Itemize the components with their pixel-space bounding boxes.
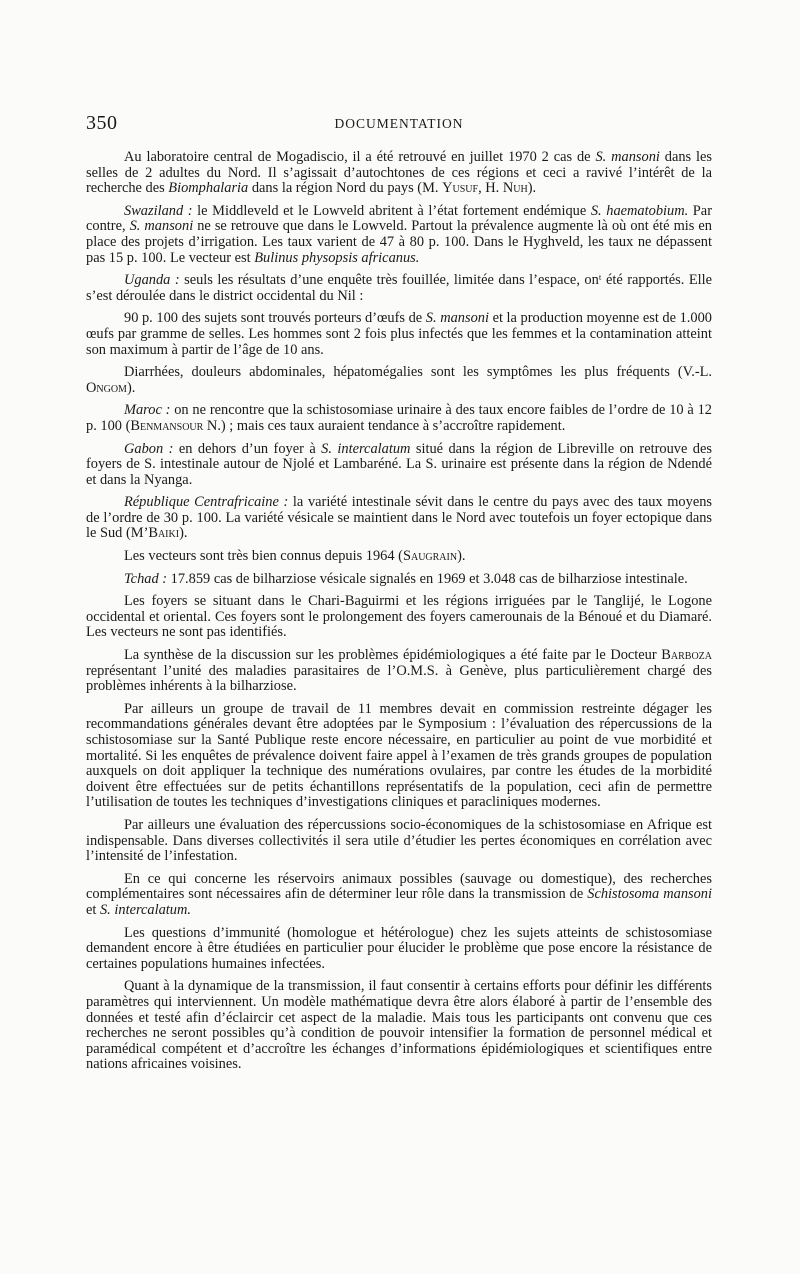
text-run: Les questions d’immunité (homologue et hétérologue) chez les sujets atteints de schistosomiase demandent encore à être étudiées en particulier pour élucider le problème que pose encore la résistance de certaines populations humaines infectées. bbox=[86, 924, 712, 972]
paragraph bbox=[86, 549, 712, 565]
italic-text: S. haematobium. bbox=[590, 202, 689, 219]
paragraph bbox=[86, 926, 712, 973]
text-run: la variété intestinale sévit dans le centre du pays avec des taux moyens de l’ordre de 30 p. 100. La variété vésicale se maintient dans le Nord avec toutefois un foyer ectopique dans le Sud (M’ bbox=[86, 494, 712, 542]
small-caps-name: Saugrain bbox=[402, 548, 458, 565]
text-run: dans la région Nord du pays (M. bbox=[248, 180, 443, 197]
small-caps-name: Benmansour bbox=[130, 417, 204, 434]
paragraph bbox=[86, 594, 712, 641]
text-run: seuls les résultats d’une enquête très fouillée, limitée dans l’espace, onᵗ été rapportés. Elle s’est déroulée dans le district occidental du Nil : bbox=[86, 272, 713, 304]
paragraph bbox=[86, 150, 712, 197]
paragraph bbox=[86, 365, 712, 396]
paragraph bbox=[86, 495, 712, 542]
text-run: Au laboratoire central de Mogadiscio, il a été retrouvé en juillet 1970 2 cas de bbox=[124, 149, 596, 165]
italic-text: Schistosoma mansoni bbox=[587, 886, 713, 903]
paragraph bbox=[86, 204, 712, 266]
italic-text: S. intercalatum bbox=[321, 440, 411, 457]
text-run: Quant à la dynamique de la transmission, il faut consentir à certains efforts pour définir les différents paramètres qui interviennent. Un modèle mathématique devra être alors élaboré à partir de l’ensemble des données et testé afin d’éclaircir cet aspect de la maladie. Mais tous les participants ont convenu que ces recherches ne seront possibles qu’à condition de pouvoir intensifier la formation de personnel médical et paramédical compétent et d’accroître les échanges d’informations épidémiologiques et scientifiques entre nations africaines voisines. bbox=[86, 978, 712, 1073]
paragraph bbox=[86, 872, 712, 919]
italic-text: S. intercalatum. bbox=[99, 901, 191, 918]
body-text bbox=[86, 150, 712, 1080]
text-run: ). bbox=[179, 525, 188, 542]
text-run: ne se retrouve que dans le Lowveld. Partout la prévalence augmente là où ont été mis en place des projets d’irrigation. Les taux varient de 47 à 80 p. 100. Dans le Hyghveld, les taux ne dépassent pas 15 p. 100. Le vecteur est bbox=[86, 218, 712, 266]
text-run: En ce qui concerne les réservoirs animaux possibles (sauvage ou domestique), des recherches complémentaires sont nécessaires afin de déterminer leur rôle dans la transmission de bbox=[86, 870, 712, 903]
running-title: DOCUMENTATION bbox=[334, 116, 464, 131]
italic-text: Gabon : bbox=[124, 440, 174, 457]
paragraph bbox=[86, 572, 712, 588]
italic-text: Bulinus physopsis africanus. bbox=[254, 249, 420, 266]
small-caps-name: Yusuf bbox=[442, 180, 479, 197]
italic-text: Biomphalaria bbox=[168, 180, 249, 197]
text-run: 17.859 cas de bilharziose vésicale signalés en 1969 et 3.048 cas de bilharziose intestinale. bbox=[167, 570, 688, 587]
italic-text: Swaziland : bbox=[124, 202, 193, 219]
text-run: Diarrhées, douleurs abdominales, hépatomégalies sont les symptômes les plus fréquents (V.-L. bbox=[124, 364, 712, 381]
paragraph bbox=[86, 818, 712, 865]
text-run: Par ailleurs un groupe de travail de 11 membres devait en commission restreinte dégager les recommandations générales devant être adoptées par le Symposium : l’évaluation des répercussions de la schistosomiase sur la Santé Publique reste encore nécessaire, en particulier au point de vue morbidité et mortalité. Si les enquêtes de prévalence doivent faire appel à l’examen de très grands groupes de population auxquels on doit appliquer la technique des numérations ovulaires, par contre les études de la morbidité doivent être effectuées sur de petits échantillons représentatifs de la population, ceci afin de permettre l’utilisation de toutes les techniques d’investigations cliniques et paracliniques modernes. bbox=[86, 700, 712, 811]
text-run: La synthèse de la discussion sur les problèmes épidémiologiques a été faite par le Docteur bbox=[124, 647, 662, 664]
text-run: ). bbox=[457, 548, 466, 565]
text-run: et bbox=[86, 901, 100, 918]
page-number: 350 bbox=[86, 112, 118, 134]
paragraph bbox=[86, 648, 712, 695]
text-run: , H. bbox=[478, 180, 503, 197]
paragraph bbox=[86, 403, 712, 434]
italic-text: S. mansoni bbox=[425, 310, 489, 327]
text-run: ). bbox=[126, 379, 136, 396]
text-run: Par ailleurs une évaluation des répercussions socio-économiques de la schistosomiase en Afrique est indispensable. Dans diverses collectivités il sera utile d’étudier les pertes économiques en corrélation avec l’intensité de l’infestation. bbox=[86, 816, 712, 865]
text-run: ). bbox=[527, 180, 537, 197]
text-run: Les vecteurs sont très bien connus depuis 1964 ( bbox=[124, 548, 403, 565]
text-run: en dehors d’un foyer à bbox=[173, 440, 322, 457]
text-run: on ne rencontre que la schistosomiase urinaire à des taux encore faibles de l’ordre de 10 à 12 p. 100 ( bbox=[86, 402, 712, 434]
text-run: situé dans la région de Libreville on retrouve des foyers de S. intestinale autour de Njolé et Lambaréné. La S. urinaire est présente dans la région de Ndendé et dans la Nyanga. bbox=[86, 440, 712, 488]
small-caps-name: Ongom bbox=[86, 379, 127, 396]
text-run: dans les selles de 2 adultes du Nord. Il s’agissait d’autochtones de ces régions et ceci a ravivé l’intérêt de la recherche des bbox=[86, 149, 712, 197]
italic-text: République Centrafricaine : bbox=[124, 494, 289, 511]
paragraph bbox=[86, 273, 712, 304]
small-caps-name: Baiki bbox=[148, 525, 180, 542]
text-run: le Middleveld et le Lowveld abritent à l’état fortement endémique bbox=[192, 202, 591, 219]
paragraph bbox=[86, 702, 712, 811]
italic-text: S. mansoni bbox=[129, 218, 194, 235]
text-run: Par contre, bbox=[86, 202, 712, 235]
italic-text: Uganda : bbox=[124, 272, 180, 289]
paragraph bbox=[86, 979, 712, 1073]
small-caps-name: Barboza bbox=[661, 647, 712, 664]
text-run: et la production moyenne est de 1.000 œufs par gramme de selles. Les hommes sont 2 fois plus infectés que les femmes et la contamination atteint son maximum à partir de l’âge de 10 ans. bbox=[86, 310, 712, 358]
italic-text: S. mansoni bbox=[595, 149, 660, 165]
text-run: 90 p. 100 des sujets sont trouvés porteurs d’œufs de bbox=[124, 310, 426, 327]
text-run: Les foyers se situant dans le Chari-Baguirmi et les régions irriguées par le Tanglijé, le Logone occidental et oriental. Ces foyers sont le prolongement des foyers camerounais de la Bénoué et du Diamaré. Les vecteurs ne sont pas identifiés. bbox=[86, 593, 712, 641]
paragraph bbox=[86, 311, 712, 358]
page-header bbox=[86, 112, 712, 140]
paragraph bbox=[86, 442, 712, 489]
italic-text: Maroc : bbox=[124, 402, 171, 419]
small-caps-name: Nuh bbox=[502, 180, 528, 197]
text-run: N.) ; mais ces taux auraient tendance à s’accroître rapidement. bbox=[203, 417, 566, 434]
italic-text: Tchad : bbox=[124, 570, 168, 587]
text-run: représentant l’unité des maladies parasitaires de l’O.M.S. à Genève, plus particulièrement chargé des problèmes inhérents à la bilharziose. bbox=[86, 662, 712, 695]
